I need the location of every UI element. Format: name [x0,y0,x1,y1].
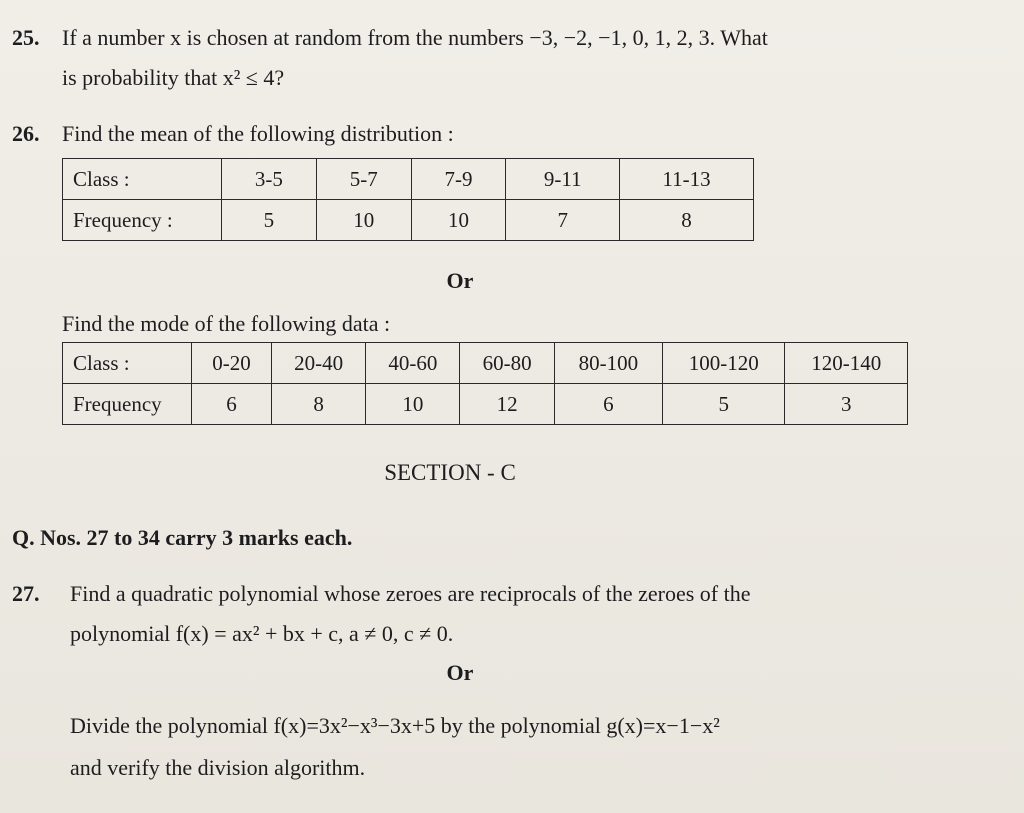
table-cell: 120-140 [785,343,908,384]
question-number: 27. [12,581,40,606]
question-text-line: polynomial f(x) = ax² + bx + c, a ≠ 0, c ≠ 0. [70,621,454,646]
table-row [63,159,754,200]
table-cell: Frequency [63,384,192,425]
table-cell: 40-60 [366,343,460,384]
table-row [63,200,754,241]
table-cell: Class : [63,159,222,200]
table-cell: 11-13 [620,159,754,200]
table-cell: 5-7 [316,159,411,200]
question-text-line: Find the mode of the following data : [62,311,391,336]
section-title: SECTION - C [384,460,516,485]
question-25-line2 [62,58,284,98]
question-25 [12,18,768,58]
table-cell: 10 [411,200,506,241]
table-row [63,384,908,425]
question-26 [12,114,454,154]
table-cell: 10 [316,200,411,241]
table-cell: 80-100 [554,343,662,384]
table-cell: 6 [554,384,662,425]
question-26-alt [62,304,390,344]
table-cell: Frequency : [63,200,222,241]
section-note: Q. Nos. 27 to 34 carry 3 marks each. [12,525,353,550]
table-cell: 10 [366,384,460,425]
question-text-line: If a number x is chosen at random from the numbers −3, −2, −1, 0, 1, 2, 3. What [62,25,768,50]
or-divider: Or [446,660,474,685]
table-cell: 12 [460,384,554,425]
table-cell: 3 [785,384,908,425]
question-text-line: Find the mean of the following distribution : [62,121,454,146]
question-text-line: is probability that x² ≤ 4? [62,65,285,90]
table-cell: 9-11 [506,159,620,200]
table-cell: 5 [663,384,785,425]
or-divider: Or [446,268,474,293]
table-row [63,343,908,384]
table-cell: 6 [192,384,272,425]
mean-distribution-table [62,158,754,241]
question-number: 26. [12,121,40,146]
question-27 [12,574,751,614]
question-text-line: Divide the polynomial f(x)=3x²−x³−3x+5 by the polynomial g(x)=x−1−x² [70,713,720,738]
question-27-alt-line2 [70,748,365,788]
question-27-line2 [70,614,453,654]
table-cell: 3-5 [222,159,317,200]
question-number: 25. [12,25,40,50]
table-cell: 7 [506,200,620,241]
mode-data-table [62,342,908,425]
question-27-alt-line1 [70,706,720,746]
table-cell: Class : [63,343,192,384]
table-cell: 0-20 [192,343,272,384]
table-cell: 5 [222,200,317,241]
question-text-line: Find a quadratic polynomial whose zeroes are reciprocals of the zeroes of the [70,581,751,606]
question-text-line: and verify the division algorithm. [70,755,366,780]
table-cell: 7-9 [411,159,506,200]
table-cell: 8 [620,200,754,241]
table-cell: 20-40 [272,343,366,384]
table-cell: 100-120 [663,343,785,384]
table-cell: 60-80 [460,343,554,384]
table-cell: 8 [272,384,366,425]
